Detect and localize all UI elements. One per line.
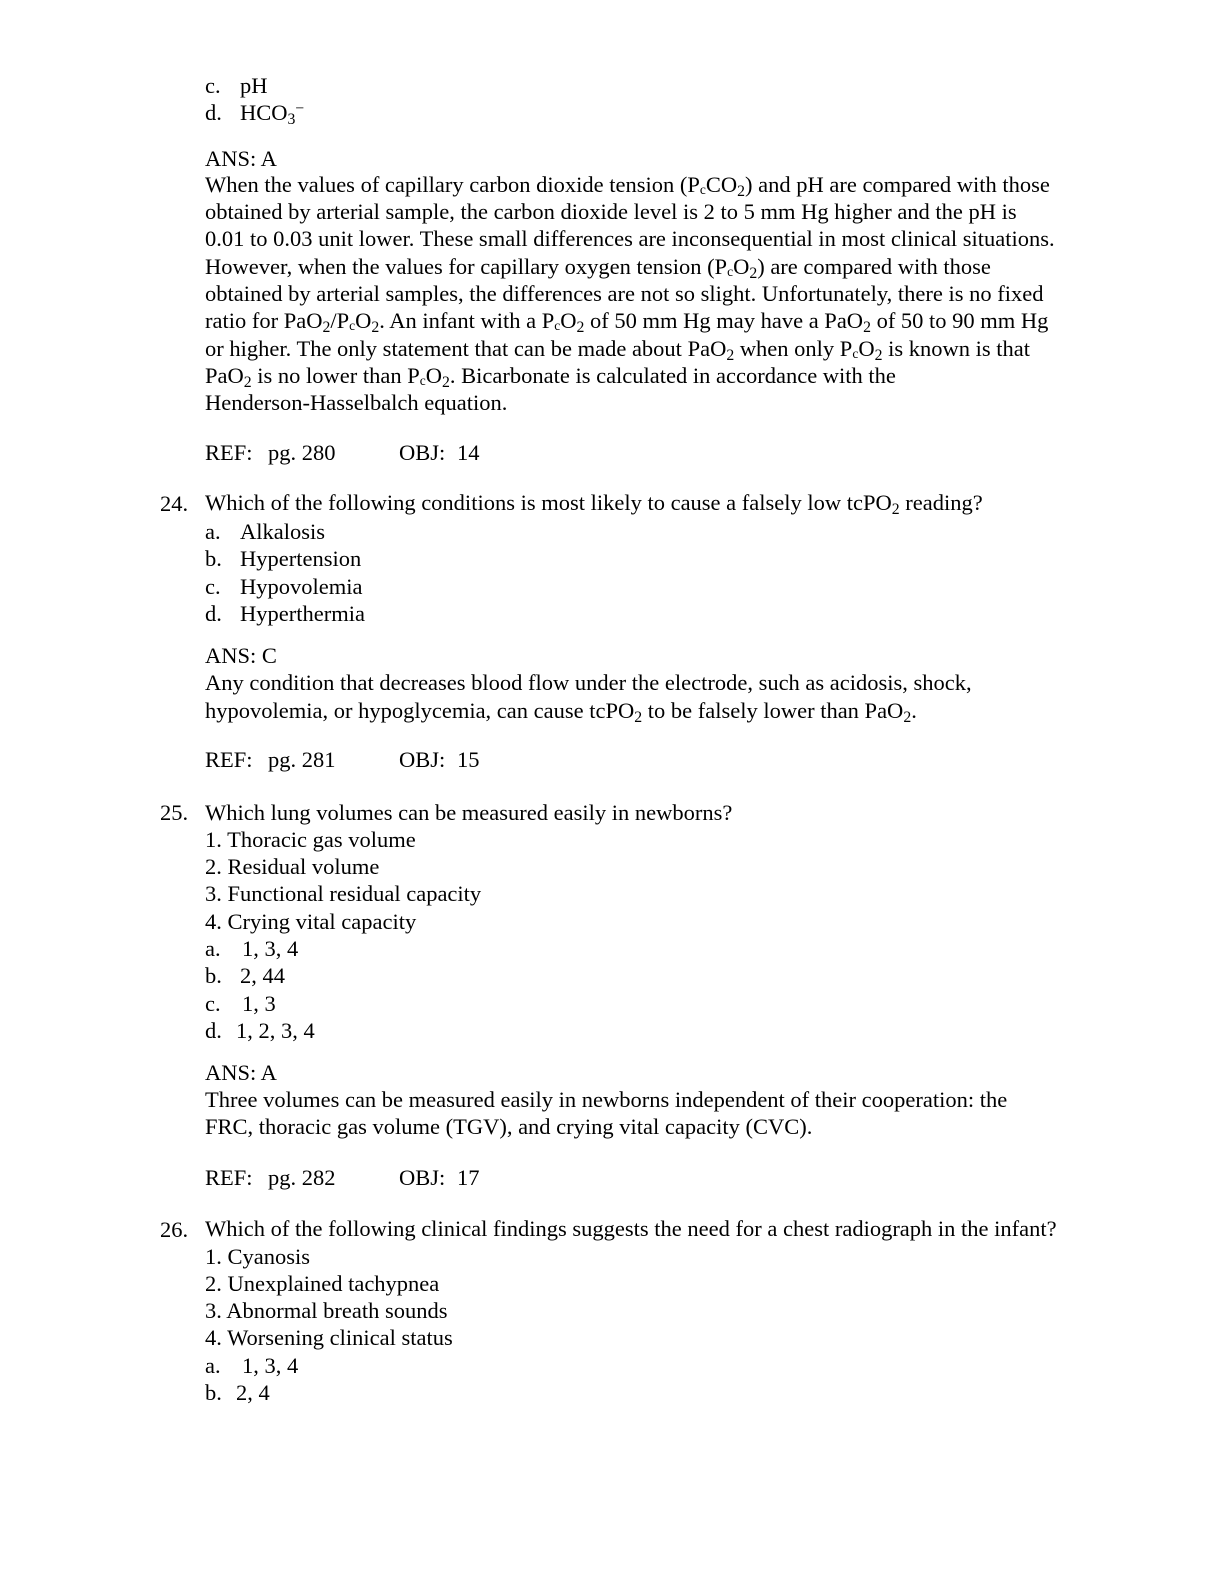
question-stem: Which of the following conditions is most likely to cause a falsely low tcPO$_2$ reading?: [205, 490, 983, 518]
list-item: 3. Abnormal breath sounds: [205, 1298, 448, 1323]
option-letter: c.: [205, 991, 221, 1016]
option-letter: d.: [205, 1018, 222, 1043]
list-item: 1. Thoracic gas volume: [205, 827, 416, 852]
question-number: 25.: [160, 800, 189, 825]
question-number: 24.: [160, 491, 189, 516]
option-text: Hyperthermia: [240, 601, 365, 626]
answer-key: ANS: A: [205, 1060, 277, 1085]
option-text: $HCO_3^-$: [240, 99, 305, 128]
objective-number: 15: [457, 747, 480, 772]
option-letter: c.: [205, 73, 221, 98]
option-letter: b.: [205, 963, 222, 988]
reference-line: REF: pg. 282 OBJ: 17: [205, 1165, 480, 1190]
list-item: 2. Residual volume: [205, 854, 380, 879]
list-item: 1. Cyanosis: [205, 1244, 311, 1269]
option-text: pH: [240, 73, 268, 98]
option-text: 1, 3, 4: [242, 1353, 299, 1378]
question-stem: Which of the following clinical findings suggests the need for a chest radiograph in the infant?: [205, 1216, 1057, 1241]
question-number: 26.: [160, 1217, 189, 1242]
list-item: 4. Crying vital capacity: [205, 909, 417, 934]
option-text: Hypertension: [240, 546, 362, 571]
option-letter: d.: [205, 100, 222, 125]
option-letter: b.: [205, 1380, 222, 1405]
objective-number: 14: [457, 440, 480, 465]
reference-line: REF: pg. 281 OBJ: 15: [205, 747, 480, 772]
list-item: 3. Functional residual capacity: [205, 881, 482, 906]
option-text: Hypovolemia: [240, 574, 363, 599]
answer-key: ANS: A: [205, 146, 277, 171]
option-letter: c.: [205, 574, 221, 599]
objective-number: 17: [457, 1165, 480, 1190]
option-text: 2, 4: [236, 1380, 270, 1405]
option-text: 1, 2, 3, 4: [236, 1018, 315, 1043]
list-item: 4. Worsening clinical status: [205, 1325, 453, 1350]
option-text: Alkalosis: [240, 519, 326, 544]
option-letter: a.: [205, 519, 221, 544]
list-item: 2. Unexplained tachypnea: [205, 1271, 440, 1296]
ref-page: pg. 280: [268, 440, 336, 465]
option-text: 2, 44: [240, 963, 285, 988]
option-text: 1, 3, 4: [242, 936, 299, 961]
option-letter: b.: [205, 546, 222, 571]
answer-key: ANS: C: [205, 643, 277, 668]
option-text: 1, 3: [242, 991, 276, 1016]
reference-line: REF: pg. 280 OBJ: 14: [205, 440, 480, 465]
ref-page: pg. 281: [268, 747, 336, 772]
option-letter: a.: [205, 936, 221, 961]
option-letter: a.: [205, 1353, 221, 1378]
question-stem: Which lung volumes can be measured easily in newborns?: [205, 800, 733, 825]
option-letter: d.: [205, 601, 222, 626]
ref-page: pg. 282: [268, 1165, 336, 1190]
